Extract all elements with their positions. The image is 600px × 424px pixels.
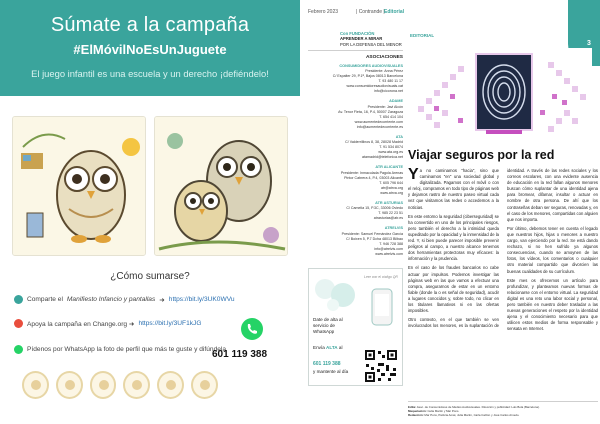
change-org-link[interactable]: https://bit.ly/3UF1kJG: [138, 320, 202, 327]
how-to-join-heading: ¿Cómo sumarse?: [110, 271, 190, 282]
article-paragraph: Otro contexto, en el que también se ven involucrados los menores, es la suplantación de identidad. A través de las redes sociales y los correos escolares, con una evidente ausencia de educación en la red fallan algunos menores buscan cómo suplantar de una identidad ajena para bromear, difamar, insultar o actuar en nombre de otra persona. De ahí que los contraseñas deban ser seguras, renovadas y, en el caso de los menores, compartidas con alguien que nos importa.: [408, 168, 598, 329]
credit-line: Redacción: Mar Pons, Patricia Amat, Julia Martín, Carla Calzón y José Carlos Arnedo.: [408, 413, 520, 418]
change-org-icon: [14, 319, 23, 328]
association-entry: [308, 64, 403, 94]
association-email[interactable]: atamadrid@telefonica.net: [361, 155, 403, 160]
association-name: ATR ALICANTE: [375, 165, 403, 170]
foundation-block: [340, 31, 404, 47]
association-line: Presidente: Samuel Fernández García: [341, 231, 403, 236]
association-line: Pintor Cabrera 4, P.4, 03003 Alicante: [344, 175, 403, 180]
campaign-drawings: [12, 116, 288, 256]
profile-photo-option[interactable]: [56, 371, 83, 399]
bullet-icon: [14, 295, 23, 304]
whatsapp-logo-icon: [241, 318, 263, 340]
manifesto-title: Manifiesto Infancio y pantallas: [66, 296, 156, 303]
association-link[interactable]: www.aumentedecorriente.com: [354, 119, 403, 124]
bubbles-decoration-icon: [313, 275, 357, 313]
whatsapp-icon: [14, 345, 23, 354]
association-line: T. 91 534 8074: [379, 145, 403, 150]
change-org-prefix: Apoya la campaña en Change.org ➜: [27, 320, 135, 328]
whatsapp-subscribe-box: [308, 268, 403, 386]
association-email[interactable]: info@atrelvis.com: [374, 246, 403, 251]
association-line: Av. Tenor Fleta, 16, P.4, 50007 Zaragoza: [338, 109, 403, 114]
campaign-title: Súmate a la campaña: [50, 14, 250, 36]
associations-list: [308, 64, 403, 262]
association-email[interactable]: atr@atrva.org: [380, 185, 403, 190]
issue-date: Febrero 2023: [308, 9, 339, 15]
manifesto-arrow: ➜: [159, 296, 165, 304]
divider: [408, 401, 598, 402]
association-line: C/ Camelia 15, P.3C, 33006 Oviedo: [346, 206, 403, 211]
association-line: C/ Valderrillinos 8, 38, 28028 Madrid: [345, 140, 403, 145]
article-body: [408, 168, 598, 396]
association-link[interactable]: www.ata.org.es: [378, 150, 403, 155]
phone-illustration-icon: [369, 287, 395, 327]
credits-block: [408, 405, 598, 417]
association-line: T. 946 728 388: [379, 241, 403, 246]
subscribe-instruction: [313, 345, 355, 351]
article-paragraph: [408, 168, 499, 211]
profile-photo-option[interactable]: [191, 371, 218, 399]
editorial-label: EDITORIAL: [410, 33, 435, 38]
article-paragraph: En el caso de los fraudes bancarios no cabe actuar por impulsos. Podemos investigar las páginas web en las que vamos a efectuar una compra, asegurarnos de estar en un entorno fiable (donde la o es señal de seguridad), acudir a lugares conocidos y, sobre todo, no clicar en los titulares llamativos ni en las ofertas imposibles.: [408, 265, 499, 314]
subscribe-number[interactable]: 601 119 388: [313, 361, 341, 367]
foundation-name: APRENDER A MIRAR: [340, 36, 383, 42]
profile-photo-option[interactable]: [157, 371, 184, 399]
association-entry: [308, 99, 403, 129]
article-paragraph: Por último, debemos tener en cuenta el legado que nuestros hijos, hijas o menores a nuestro cargo, van ejerciendo por la red. Se está dando rechazo, si no hen sufrido ya algunos consecuencias, cuando se amoynen de las fotos, los vídeos, los comentarios o cualquier otro material compartido que divorcien las buenas cualidades de su currículum.: [507, 225, 598, 274]
campaign-hero-banner: [0, 0, 300, 96]
owl-family-drawing-icon: [155, 117, 288, 256]
association-email[interactable]: atrasturias@atr.es: [373, 216, 403, 221]
association-link[interactable]: www.atrva.org: [380, 190, 403, 195]
association-line: C/ Boixen 5, P.7 Dcha 48013 Bilbao: [346, 236, 403, 241]
owl-family-drawing-image: [154, 116, 288, 256]
association-entry: [308, 165, 403, 195]
share-manifesto-prefix: Comparte el: [27, 296, 63, 303]
association-line: Presidente: Inmaculada Pagola Arenas: [340, 170, 403, 175]
fingerprint-illustration-icon: [412, 48, 592, 143]
association-link[interactable]: www.consumidoresaudiovisuals.cat: [346, 84, 403, 89]
first-paragraph-text: a no caminamos "hacia", sino que caminamos "en" una sociedad global y digitalizada. Pagamos con el móvil o con el reloj, compramos en todo tipo de páginas web y dejamos rastro de nuestro paseo virtual cada vez que visitamos las redes o accedemos a la noticias.: [408, 168, 499, 210]
whatsapp-number[interactable]: 601 119 388: [212, 349, 268, 360]
subscribe-intro: Date de alta al servicio de WhatsApp: [313, 317, 343, 335]
subscribe-outro: y mantente al día: [313, 369, 349, 374]
associations-heading: ASOCIACIONES: [365, 55, 403, 60]
manifesto-link[interactable]: https://bit.ly/3UK0WVu: [168, 296, 235, 303]
page-number: 3: [587, 40, 591, 47]
owl-drawing-image: [12, 116, 146, 256]
association-line: T. 985 22 23 51: [378, 211, 403, 216]
article-paragraph: En este entorno la seguridad (ciberseguridad) se ha convertido en uno de los principales riesgos, pero también el derecho a la intimidad queda supeditado por la opacidad y la inmensidad de la red. Y, si bien puede parecer imposible prevenir peligros al campo, a nuestro alcance tenemos dos herramientas protectoras muy eficaces: la información y la prudencia.: [408, 213, 499, 262]
profile-photo-option[interactable]: [22, 371, 49, 399]
association-email[interactable]: info@aumentedecorriente.es: [356, 124, 403, 129]
association-line: T. 93 480 11 17: [378, 79, 403, 84]
owl-drawing-icon: [13, 117, 146, 256]
credit-line: Edita: Asoc. de Consumidores de Medios Audiovisuales. Dirección y publicidad: Luis Bola (Barcelona).: [408, 405, 540, 409]
magazine-name: | Contrande |: [356, 9, 385, 15]
association-entry: [308, 226, 403, 256]
share-manifesto-item: [14, 295, 294, 304]
subscribe-suffix: al: [338, 345, 343, 350]
phone-icon: [241, 318, 263, 340]
campaign-subtitle: El juego infantil es una escuela y un derecho ¡defiéndelo!: [31, 68, 269, 79]
section-name: Editorial: [384, 9, 405, 15]
association-name: ATRELVIS: [384, 226, 403, 231]
profile-photo-option[interactable]: [123, 371, 150, 399]
profile-photo-options: [22, 371, 218, 401]
association-link[interactable]: www.atrelvis.com: [375, 251, 403, 256]
subscribe-prefix: Envía: [313, 345, 325, 350]
association-name: ATA: [395, 134, 403, 139]
association-line: Presidente: Anna Pérez: [365, 69, 403, 74]
association-entry: [308, 135, 403, 160]
association-email[interactable]: info@cicorona.net: [373, 89, 403, 94]
qr-caption: Leer con el código QR: [364, 275, 398, 279]
association-line: C/ Espalter 29, P.1ª, Bajos 08013 Barcelona: [332, 74, 403, 79]
drop-cap: Y: [408, 166, 419, 183]
association-name: ATR ASTURIAS: [375, 200, 403, 205]
qr-code-icon[interactable]: [364, 349, 398, 383]
article-headline: Viajar seguros por la red: [408, 148, 555, 162]
campaign-hashtag: #ElMóvilNoEsUnJuguete: [73, 42, 227, 57]
right-page: [300, 0, 600, 424]
credit-line: Maquetación: Celia Martín y Mar Pons.: [408, 409, 460, 414]
profile-photo-option[interactable]: [90, 371, 117, 399]
whatsapp-photo-text: Pídenos por WhatsApp la foto de perfil que más te guste y difúndela: [27, 346, 227, 353]
divider: [308, 50, 403, 51]
foundation-tagline: POR LA DEFENSA DEL MENOR: [340, 41, 402, 47]
association-line: T. 654 414 104: [379, 114, 403, 119]
association-entry: [308, 201, 403, 221]
article-paragraph: Este mes os ofrecemos un artículo para profundizar, y planteamos nuevas formas de relacionarse con el entorno virtual. La seguridad digital es una reto una labor social y personal, pero también en nuestro deber trasladar a las nuevas generaciones el respeto por la identidad ajena y el conocimiento necesario para que utilicen estos medios de forma responsable y sensata en Internet.: [507, 277, 598, 332]
association-name: CONSUMIDORES AUDIOVISUALES: [339, 64, 403, 68]
association-line: Presidente: Javi Alcón: [367, 104, 403, 109]
subscribe-keyword: ALTA: [326, 345, 338, 350]
association-name: ADAME: [389, 99, 403, 104]
association-line: T. 605 796 644: [379, 180, 403, 185]
foundation-kicker: Con FUNDACIÓN: [340, 31, 375, 36]
